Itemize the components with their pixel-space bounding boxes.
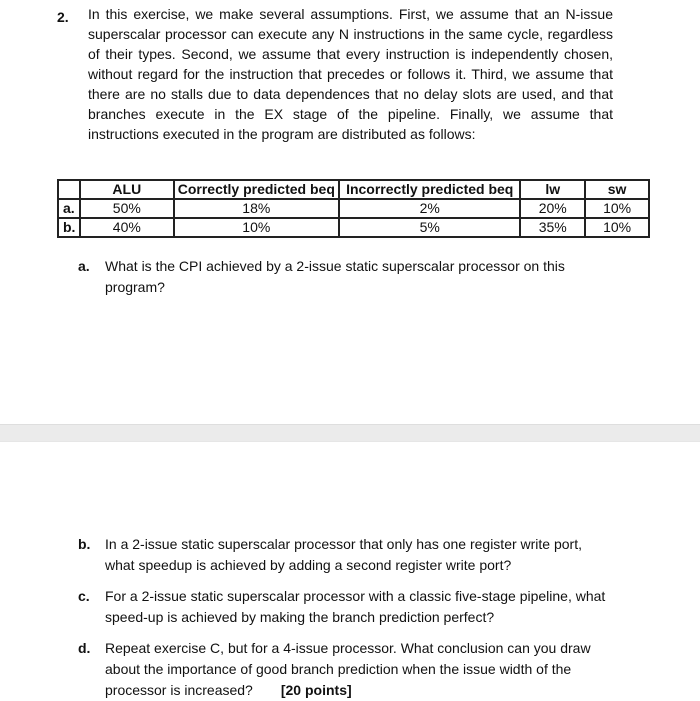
- part-line: speed-up is achieved by making the branch prediction perfect?: [105, 609, 495, 625]
- table-cell: 2%: [339, 199, 520, 218]
- table-header-cell: Correctly predicted beq: [174, 180, 339, 199]
- table-cell: 10%: [174, 218, 339, 237]
- points-label: [20 points]: [280, 682, 352, 698]
- table-cell: 18%: [174, 199, 339, 218]
- para-line: independently chosen, without regard for the instruction that precedes or follows: [88, 46, 613, 82]
- part-a: [78, 256, 618, 298]
- part-line: what speedup is achieved by adding a second register write port?: [105, 557, 512, 573]
- para-line: regardless of their types. Second, we assume that every instruction is: [88, 26, 613, 62]
- part-label: c.: [78, 588, 90, 604]
- instruction-distribution-table: [57, 179, 650, 238]
- part-label: d.: [78, 640, 91, 656]
- part-line: processor is increased?: [105, 682, 253, 698]
- part-line: program?: [105, 279, 165, 295]
- table-header-cell: ALU: [80, 180, 174, 199]
- part-c: [78, 586, 618, 628]
- table-header-cell: [58, 180, 80, 199]
- part-line: about the importance of good branch prediction when the issue width of the: [105, 661, 572, 677]
- para-line: delay slots are used, and that branches execute in the EX stage of the pipeline.: [88, 86, 614, 122]
- part-label: b.: [78, 536, 91, 552]
- part-line: What is the CPI achieved by a 2-issue static superscalar processor on this: [105, 258, 565, 274]
- table-row: [58, 218, 649, 237]
- table-cell: 10%: [585, 218, 649, 237]
- part-b: [78, 534, 618, 576]
- table-header-row: [58, 180, 649, 199]
- para-line: superscalar processor can execute any N instructions in the same cycle,: [88, 26, 544, 42]
- part-text: [105, 586, 617, 628]
- table-header-cell: lw: [520, 180, 585, 199]
- part-d: [78, 638, 618, 701]
- row-label: b.: [58, 218, 80, 237]
- table-row: [58, 199, 649, 218]
- part-label: a.: [78, 258, 90, 274]
- page-divider: [0, 424, 700, 442]
- row-label: a.: [58, 199, 80, 218]
- part-line: Repeat exercise C, but for a 4-issue processor. What conclusion can you draw: [105, 640, 591, 656]
- table-cell: 35%: [520, 218, 585, 237]
- table-cell: 10%: [585, 199, 649, 218]
- para-line: follows:: [428, 126, 476, 142]
- part-text: [105, 256, 615, 298]
- para-line: it. Third, we assume that there are no stalls due to data dependences that no: [88, 66, 613, 102]
- part-line: For a 2-issue static superscalar processor with a classic five-stage pipeline, what: [105, 588, 606, 604]
- para-line: In this exercise, we make several assumptions. First, we assume that an N-issue: [88, 6, 613, 22]
- table-header-cell: Incorrectly predicted beq: [339, 180, 520, 199]
- part-text: [105, 534, 617, 576]
- part-line: In a 2-issue static superscalar processor that only has one register write port,: [105, 536, 582, 552]
- para-line: Finally, we assume that instructions executed in the program are distributed as: [88, 106, 614, 142]
- question-paragraph: [88, 4, 613, 144]
- part-text: [105, 638, 617, 701]
- table-header-cell: sw: [585, 180, 649, 199]
- table-cell: 5%: [339, 218, 520, 237]
- table-cell: 40%: [80, 218, 174, 237]
- table-cell: 50%: [80, 199, 174, 218]
- question-number: 2.: [57, 9, 69, 25]
- table-cell: 20%: [520, 199, 585, 218]
